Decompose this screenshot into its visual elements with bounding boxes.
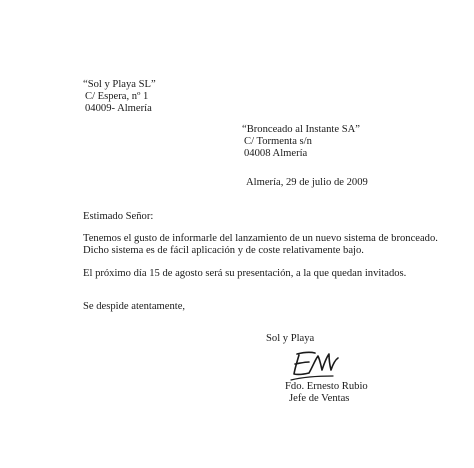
sender-street: C/ Espera, nº 1 (85, 91, 149, 102)
body-paragraph-2: El próximo día 15 de agosto será su presentación, a la que quedan invitados. (83, 268, 407, 279)
sender-name: “Sol y Playa SL” (83, 79, 156, 90)
greeting: Estimado Señor: (83, 211, 154, 222)
signer-position: Jefe de Ventas (289, 393, 350, 404)
signature-company: Sol y Playa (266, 333, 315, 344)
body-paragraph-1-line-1: Tenemos el gusto de informarle del lanzamiento de un nuevo sistema de bronceado. (83, 233, 438, 244)
closing: Se despide atentamente, (83, 301, 186, 312)
recipient-street: C/ Tormenta s/n (244, 136, 312, 147)
body-paragraph-1-line-2: Dicho sistema es de fácil aplicación y de coste relativamente bajo. (83, 245, 364, 256)
signed-by: Fdo. Ernesto Rubio (285, 381, 368, 392)
letter-date: Almería, 29 de julio de 2009 (246, 177, 368, 188)
recipient-postal-city: 04008 Almería (244, 148, 308, 159)
sender-postal-city: 04009- Almería (85, 103, 152, 114)
recipient-name: “Bronceado al Instante SA” (242, 124, 360, 135)
